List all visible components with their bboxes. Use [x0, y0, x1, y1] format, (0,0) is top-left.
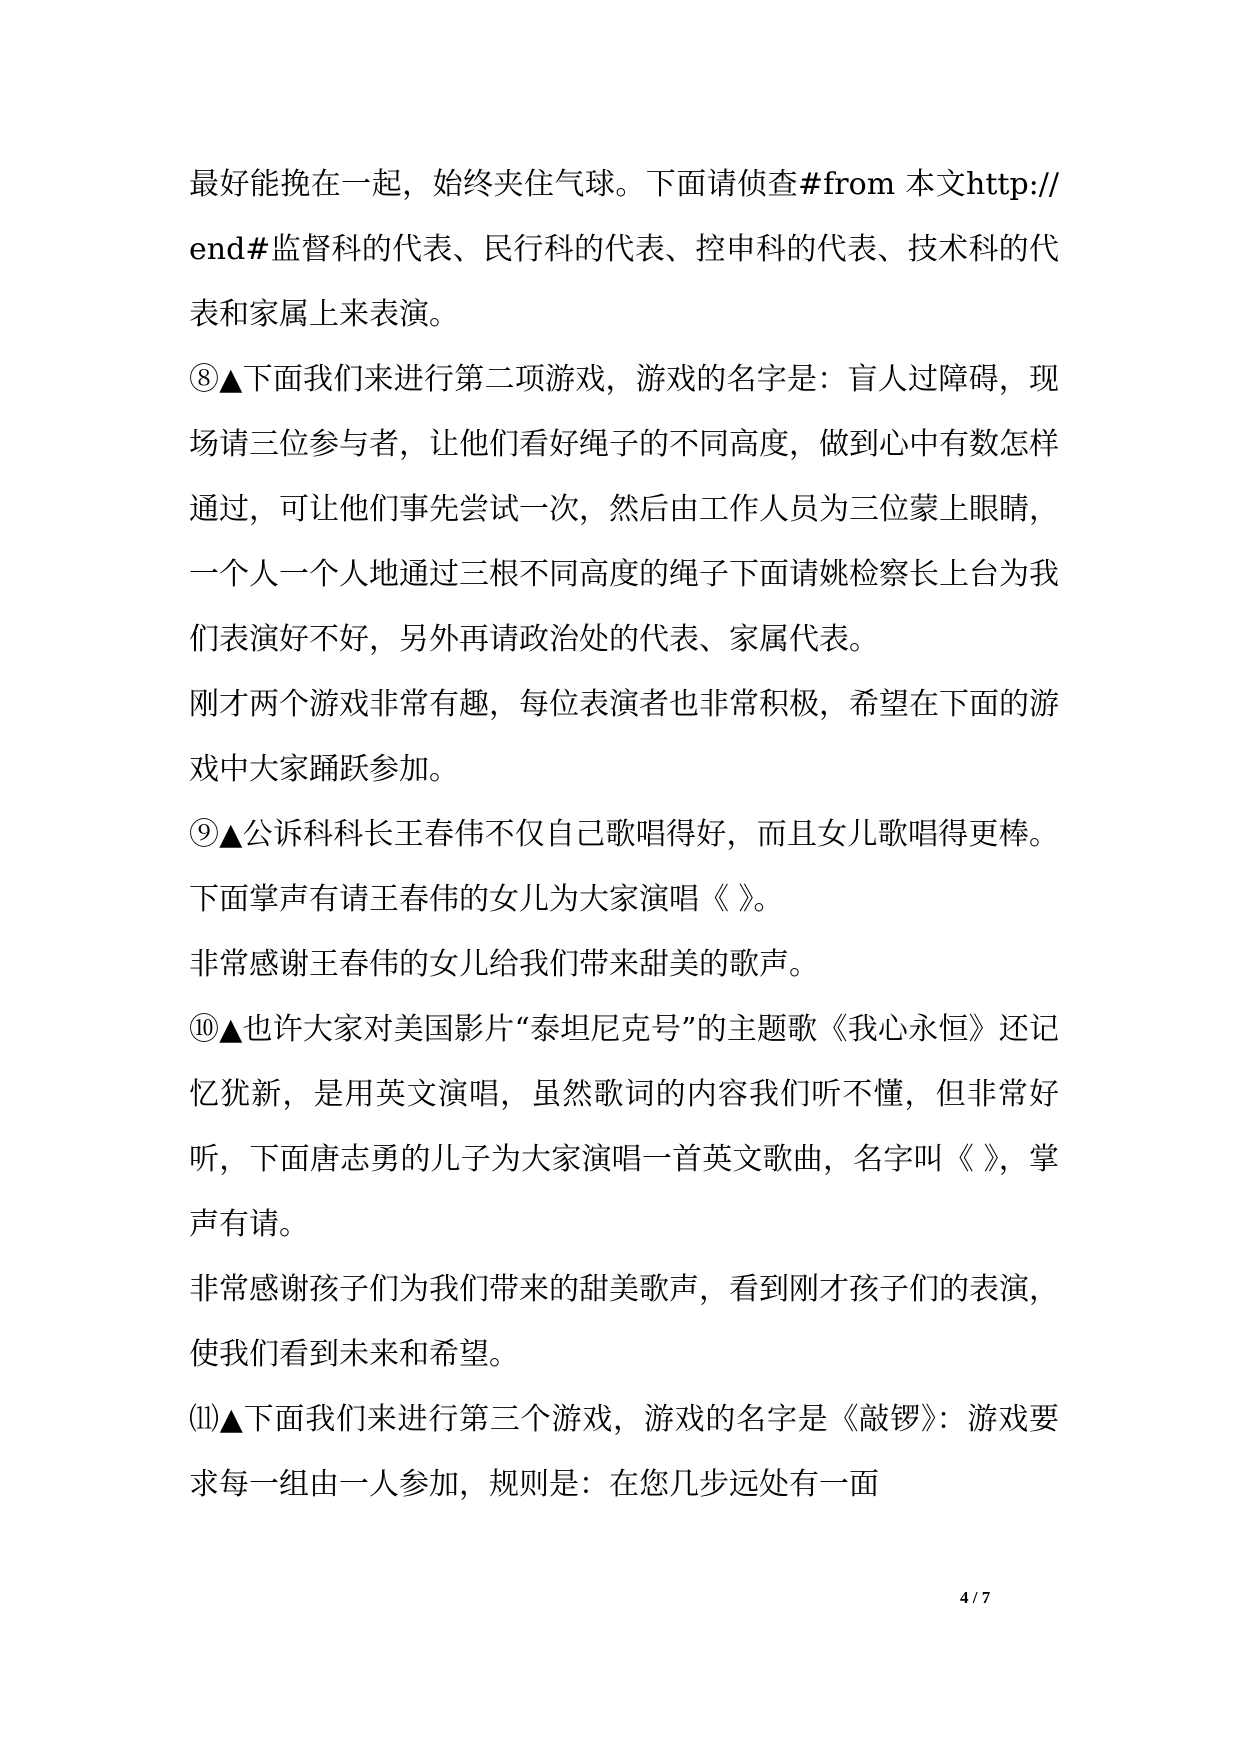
paragraph: 刚才两个游戏非常有趣，每位表演者也非常积极，希望在下面的游戏中大家踊跃参加。 [189, 687, 1059, 787]
paragraph: 最好能挽在一起，始终夹住气球。下面请侦查#from 本文http:// end#监督科的代表、民行科的代表、控申科的代表、技术科的代表和家属上来表演。 [189, 167, 1059, 332]
page-number: 4 / 7 [960, 1588, 991, 1607]
paragraph: ⑾▲下面我们来进行第三个游戏，游戏的名字是《敲锣》：游戏要求每一组由一人参加，规则是：在您几步远处有一面 [189, 1402, 1059, 1502]
paragraph: ⑩▲也许大家对美国影片“泰坦尼克号”的主题歌《我心永恒》还记忆犹新，是用英文演唱，虽然歌词的内容我们听不懂，但非常好听，下面唐志勇的儿子为大家演唱一首英文歌曲，名字叫《 》，掌声有请。 [189, 1012, 1059, 1242]
paragraph: ⑨▲公诉科科长王春伟不仅自己歌唱得好，而且女儿歌唱得更棒。下面掌声有请王春伟的女儿为大家演唱《 》。 [189, 817, 1059, 917]
paragraph: 非常感谢孩子们为我们带来的甜美歌声，看到刚才孩子们的表演，使我们看到未来和希望。 [189, 1272, 1059, 1372]
document-body [189, 152, 1059, 1517]
paragraph: ⑧▲下面我们来进行第二项游戏，游戏的名字是：盲人过障碍，现场请三位参与者，让他们看好绳子的不同高度，做到心中有数怎样通过，可让他们事先尝试一次，然后由工作人员为三位蒙上眼睛，一个人一个人地通过三根不同高度的绳子下面请姚检察长上台为我们表演好不好，另外再请政治处的代表、家属代表。 [189, 362, 1059, 657]
paragraph: 非常感谢王春伟的女儿给我们带来甜美的歌声。 [189, 947, 819, 982]
